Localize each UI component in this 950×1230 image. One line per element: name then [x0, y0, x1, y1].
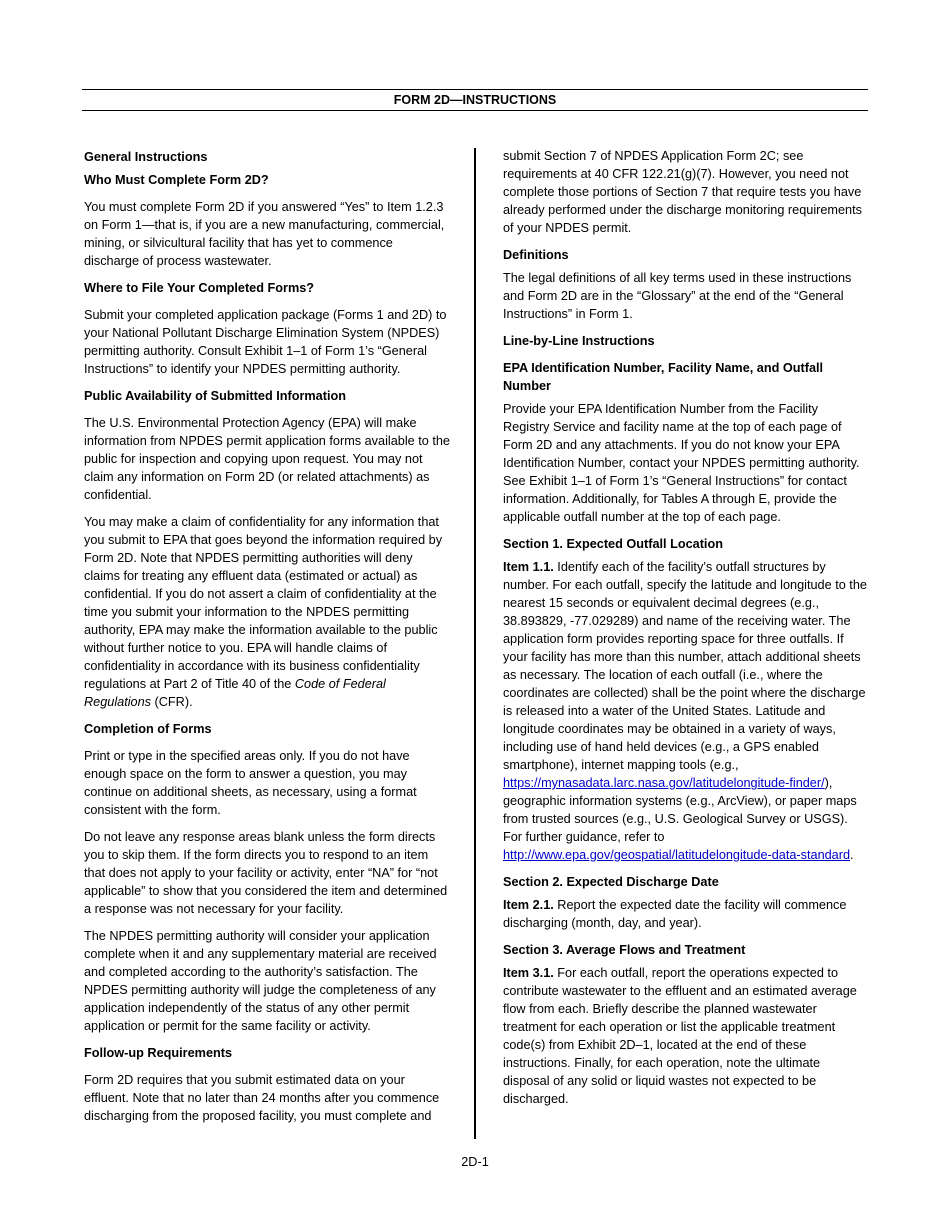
section-1-heading: Section 1. Expected Outfall Location	[503, 537, 723, 551]
latlong-finder-link[interactable]: https://mynasadata.larc.nasa.gov/latitudelongitude-finder/	[503, 776, 825, 790]
section-2-text: Item 2.1. Report the expected date the facility will commence discharging (month, day, and year).	[503, 898, 847, 930]
section-2-heading: Section 2. Expected Discharge Date	[503, 875, 719, 889]
line-by-line-heading: Line-by-Line Instructions	[503, 334, 655, 348]
definitions-text: The legal definitions of all key terms used in these instructions and Form 2D are in the “Glossary” at the end of the “General Instructions” in Form 1.	[503, 271, 852, 321]
page-header	[82, 89, 868, 111]
page-number: 2D-1	[461, 1155, 489, 1169]
item-2-1-label: Item 2.1.	[503, 898, 554, 912]
followup-text: Form 2D requires that you submit estimated data on your effluent. Note that no later than 24 months after you commence discharging from the proposed facility, you must complete and	[84, 1073, 440, 1123]
public-availability-text-2: You may make a claim of confidentiality for any information that you submit to EPA that goes beyond the information required by Form 2D. Note that NPDES permitting authorities will deny claims for treating any effluent data (estimated or actual) as confidential. If you do not assert a claim of confidentiality at the time you submit your information to the NPDES permitting authority, EPA may make the information available to the public without further notice to you. EPA will handle claims of confidentiality in accordance with its business confidentiality regulations at Part 2 of Title 40 of the Code of Federal Regulations (CFR).	[84, 515, 443, 709]
followup-heading: Follow-up Requirements	[84, 1046, 233, 1060]
public-availability-text-1: The U.S. Environmental Protection Agency (EPA) will make information from NPDES permit application forms available to the public for inspection and copying upon request. You may not claim any information on Form 2D (or related attachments) as confidential.	[84, 416, 450, 502]
followup-continued-text: submit Section 7 of NPDES Application Form 2C; see requirements at 40 CFR 122.21(g)(7). However, you need not complete those portions of Section 7 that require tests you have already performed under the discharge monitoring requirements of your NPDES permit.	[503, 149, 862, 235]
item-3-1-label: Item 3.1.	[503, 966, 554, 980]
completion-text-2: Do not leave any response areas blank unless the form directs you to skip them. If the form directs you to respond to an item that does not apply to your facility or activity, enter “NA” for “not applicable” to show that you considered the item and determined a response was not necessary for your facility.	[84, 830, 448, 916]
latlong-standard-link[interactable]: http://www.epa.gov/geospatial/latitudelongitude-data-standard	[503, 848, 851, 862]
item-1-1-label: Item 1.1.	[503, 560, 554, 574]
general-instructions-heading: General Instructions	[84, 150, 208, 164]
completion-heading: Completion of Forms	[84, 722, 212, 736]
section-3-heading: Section 3. Average Flows and Treatment	[503, 943, 746, 957]
where-to-file-text: Submit your completed application package (Forms 1 and 2D) to your National Pollutant Discharge Elimination System (NPDES) permitting authority. Consult Exhibit 1–1 of Form 1’s “General Instructions” to identify your NPDES permitting authority.	[84, 308, 447, 376]
who-must-complete-text: You must complete Form 2D if you answered “Yes” to Item 1.2.3 on Form 1—that is, if you are a new manufacturing, commercial, mining, or silvicultural facility that has yet to commence discharge of process wastewater.	[84, 200, 445, 268]
completion-text-1: Print or type in the specified areas only. If you do not have enough space on the form to answer a question, you may continue on additional sheets, as necessary, using a format consistent with the form.	[84, 749, 417, 817]
where-to-file-heading: Where to File Your Completed Forms?	[84, 281, 315, 295]
who-must-complete-heading: Who Must Complete Form 2D?	[84, 173, 269, 187]
definitions-heading: Definitions	[503, 248, 569, 262]
right-column	[503, 147, 868, 1108]
epa-id-text: Provide your EPA Identification Number from the Facility Registry Service and facility name at the top of each page of Form 2D and any attachments. If you do not know your EPA Identification Number, contact your NPDES permitting authority. See Exhibit 1–1 of Form 1’s “General Instructions” for contact information. Additionally, for Tables A through E, provide the applicable outfall number at the top of each page.	[503, 402, 860, 524]
left-column	[84, 148, 450, 1125]
cfr-title: Code of Federal Regulations	[84, 677, 386, 709]
section-1-text: Item 1.1. Identify each of the facility’s outfall structures by number. For each outfall, specify the latitude and longitude to the nearest 15 seconds or equivalent decimal degrees (e.g., 38.893829, -77.029289) and name of the receiving water. The application form provides reporting space for three outfalls. If your facility has more than this number, attach additional sheets as necessary. The location of each outfall (i.e., where the coordinates are collected) shall be the point where the discharge is released into a water of the United States. Latitude and longitude coordinates may be obtained in a variety of ways, including use of hand held devices (e.g., a GPS enabled smartphone), internet mapping tools (e.g., https://mynasadata.larc.nasa.gov/latitudelongitude-finder/), geographic information systems (e.g., ArcView), or paper maps from trusted sources (e.g., U.S. Geological Survey or USGS). For further guidance, refer to http://www.epa.gov/geospatial/latitudelongitude-data-standard.	[503, 560, 867, 862]
page-title: FORM 2D—INSTRUCTIONS	[393, 93, 557, 107]
epa-id-heading: EPA Identification Number, Facility Name, and Outfall Number	[503, 361, 824, 393]
column-divider	[474, 148, 476, 1139]
completion-text-3: The NPDES permitting authority will consider your application complete when it and any supplementary material are received and completed according to the authority’s satisfaction. The NPDES permitting authority will judge the completeness of any application independently of the status of any other permit application or permit for the same facility or activity.	[84, 929, 437, 1033]
public-availability-heading: Public Availability of Submitted Information	[84, 389, 346, 403]
section-3-text: Item 3.1. For each outfall, report the operations expected to contribute wastewater to the effluent and an estimated average flow from each. Briefly describe the planned wastewater treatment for each operation or list the applicable treatment code(s) from Exhibit 2D–1, located at the end of these instructions. Finally, for each operation, note the ultimate disposal of any solid or liquid wastes not expected to be discharged.	[503, 966, 857, 1106]
